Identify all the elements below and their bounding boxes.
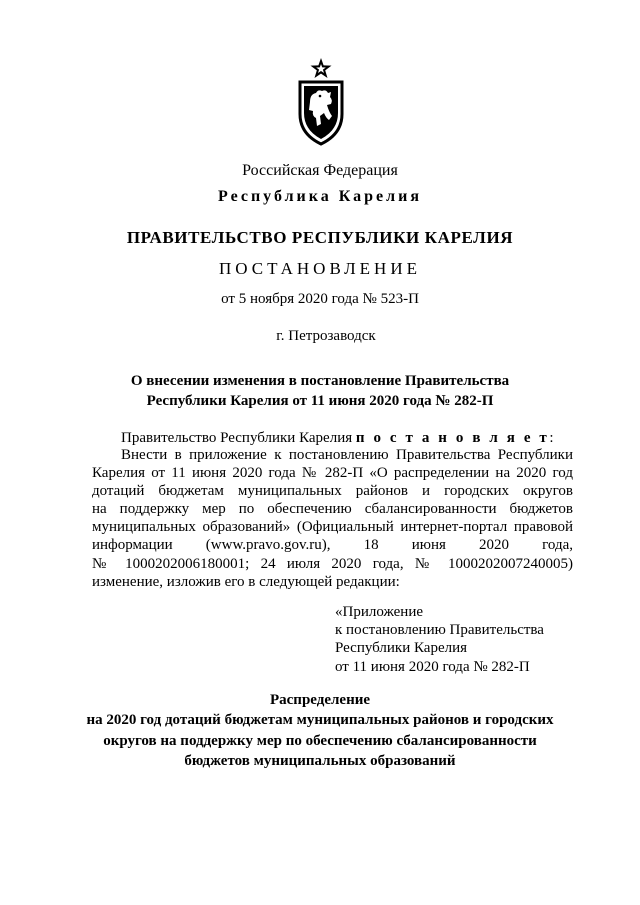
document-title	[80, 371, 560, 411]
annex-header	[335, 603, 544, 676]
distribution-title	[60, 690, 580, 771]
annex-line: от 11 июня 2020 года № 282-П	[335, 658, 530, 675]
distribution-line: Распределение	[269, 692, 371, 708]
distribution-line: бюджетов муниципальных образований	[184, 752, 456, 769]
intro-sentence	[121, 430, 554, 447]
government-name: ПРАВИТЕЛЬСТВО РЕСПУБЛИКИ КАРЕЛИЯ	[126, 228, 514, 247]
country-name: Российская Федерация	[242, 162, 398, 179]
date-number: от 5 ноября 2020 года № 523-П	[221, 291, 419, 307]
body-line: изменение, изложив его в следующей редакции:	[92, 573, 400, 590]
intro-verb: п о с т а н о в л я е т	[355, 430, 550, 446]
title-line: О внесении изменения в постановление Правительства	[130, 373, 510, 389]
document-type: ПОСТАНОВЛЕНИЕ	[218, 259, 421, 278]
city: г. Петрозаводск	[276, 328, 376, 344]
body-line: Карелия от 11 июня 2020 года № 282-П «О распределении на 2020 год	[92, 465, 573, 482]
annex-line: Республики Карелия	[335, 640, 468, 657]
karelia-coat-of-arms-icon	[296, 56, 346, 146]
intro-text: Правительство Республики Карелия	[121, 430, 356, 446]
body-line: муниципальных образований» (Официальный интернет-портал правовой	[92, 519, 573, 536]
body-line: Внести в приложение к постановлению Правительства Республики	[121, 447, 573, 463]
annex-line: «Приложение	[335, 604, 424, 620]
title-line: Республики Карелия от 11 июня 2020 года № 282-П	[146, 393, 494, 409]
republic-name: Республика Карелия	[218, 188, 422, 205]
distribution-line: округов на поддержку мер по обеспечению сбалансированности	[103, 732, 537, 749]
body-line: дотаций бюджетам муниципальных районов и городских округов	[92, 483, 573, 500]
body-line: информации (www.pravo.gov.ru), 18 июня 2020 года,	[92, 537, 573, 554]
distribution-line: на 2020 год дотаций бюджетам муниципальных районов и городских	[86, 712, 554, 729]
annex-line: к постановлению Правительства	[335, 622, 544, 639]
body-paragraph	[92, 446, 573, 591]
intro-colon: :	[549, 430, 554, 446]
body-line: № 1000202006180001; 24 июля 2020 года, № 1000202007240005)	[92, 555, 573, 572]
body-line: на поддержку мер по обеспечению сбалансированности бюджетов	[92, 501, 573, 518]
